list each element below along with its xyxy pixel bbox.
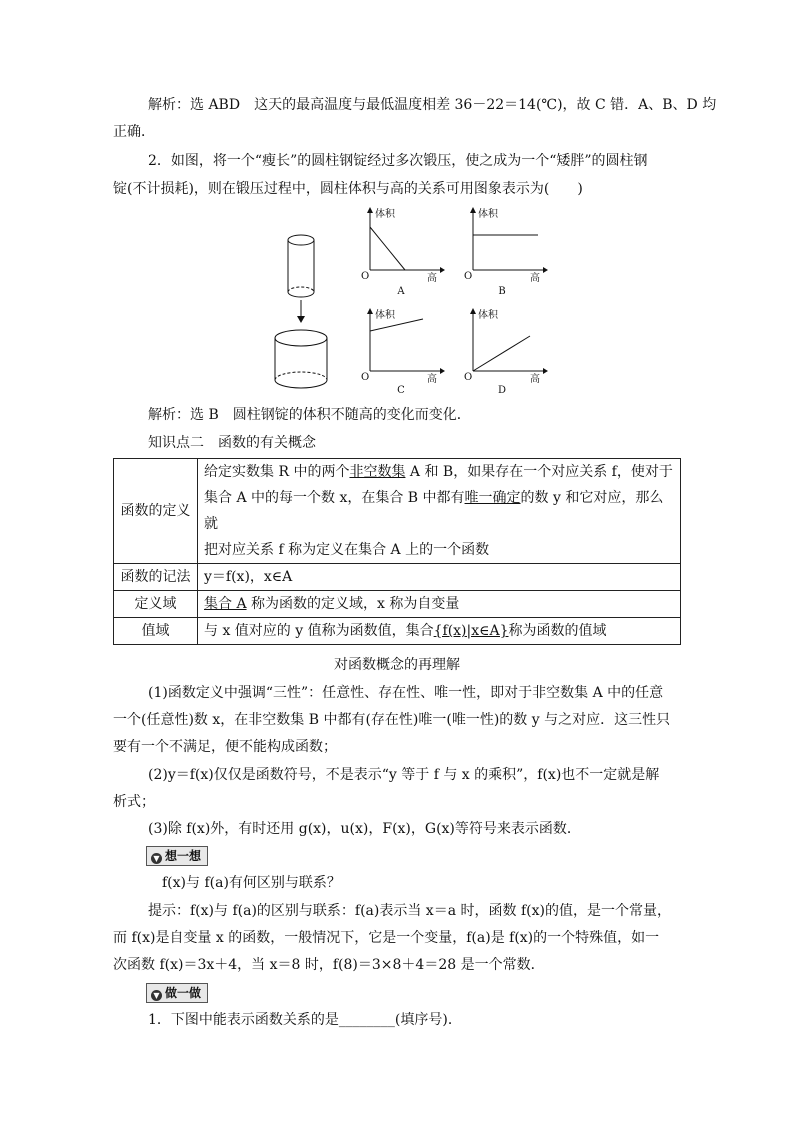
doit-tag: ▼ 做一做 (146, 983, 208, 1003)
row-key-notation: 函数的记法 (114, 564, 198, 591)
graph-c-ylabel: 体积 (375, 310, 395, 321)
caption-b: B (498, 286, 506, 297)
graph-a-xlabel: 高 (427, 273, 437, 283)
row-key-domain: 定义域 (114, 591, 198, 618)
graph-c-origin: O (361, 372, 370, 383)
graph-c-xlabel: 高 (427, 374, 437, 384)
think-question: f(x)与 f(a)有何区别与联系？ (162, 875, 341, 891)
graph-d (458, 306, 548, 384)
graph-a-ylabel: 体积 (375, 209, 395, 220)
graph-a-origin: O (361, 271, 370, 282)
row-value-domain: 集合 A 称为函数的定义域，x 称为自变量 (198, 591, 681, 618)
section-title: 对函数概念的再理解 (334, 657, 460, 673)
graph-d-origin: O (464, 372, 473, 383)
table-row (114, 591, 681, 618)
chevron-down-icon: ▼ (151, 990, 162, 1001)
chevron-down-icon: ▼ (151, 853, 162, 864)
graph-b-origin: O (464, 271, 473, 282)
graph-d-ylabel: 体积 (478, 310, 498, 321)
think-answer-line-3: 次函数 f(x)＝3x＋4，当 x＝8 时，f(8)＝3×8＋4＝28 是一个常数． (113, 957, 545, 973)
caption-d: D (497, 385, 507, 396)
table-row (114, 564, 681, 591)
doit-question: 1．下图中能表示函数关系的是________(填序号)． (148, 1012, 462, 1028)
think-answer-line-1: 提示：f(x)与 f(a)的区别与联系：f(a)表示当 x＝a 时，函数 f(x)的值，是一个常量， (148, 903, 671, 919)
graph-a (355, 205, 445, 283)
para-1-line-2: 一个(任意性)数 x，在非空数集 B 中都有(存在性)唯一(唯一性)的数 y 与之对应．这三性只 (113, 712, 671, 728)
caption-c: C (397, 385, 405, 396)
solution-line-1: 解析：选 ABD 这天的最高温度与最低温度相差 36－22＝14(℃)，故 C 错．A、B、D 均 (148, 97, 717, 113)
graph-d-xlabel: 高 (530, 374, 540, 384)
function-concept-table (113, 458, 681, 645)
question-2-line-1: 2．如图，将一个“瘦长”的圆柱钢锭经过多次锻压，使之成为一个“矮胖”的圆柱钢 (148, 153, 648, 169)
para-3: (3)除 f(x)外，有时还用 g(x)，u(x)，F(x)，G(x)等符号来表示函数． (148, 821, 581, 837)
graph-b (458, 205, 548, 283)
graph-b-xlabel: 高 (530, 273, 540, 283)
solution-line-2: 正确． (113, 124, 155, 140)
cylinder-svg (270, 228, 332, 398)
solution-2: 解析：选 B 圆柱钢锭的体积不随高的变化而变化． (148, 407, 471, 423)
knowledge-point-heading: 知识点二 函数的有关概念 (148, 435, 316, 451)
row-value-notation: y＝f(x)，x∈A (198, 564, 681, 591)
think-tag: ▼ 想一想 (146, 846, 208, 866)
row-key-range: 值域 (114, 618, 198, 645)
para-2-line-2: 析式； (113, 794, 155, 810)
think-answer-line-2: 而 f(x)是自变量 x 的函数，一般情况下，它是一个变量，f(a)是 f(x)的一个特殊值，如一 (113, 930, 660, 946)
table-row (114, 618, 681, 645)
graph-c (355, 306, 445, 384)
para-1-line-3: 要有一个不满足，便不能构成函数； (113, 739, 337, 755)
row-value-definition: 给定实数集 R 中的两个非空数集 A 和 B，如果存在一个对应关系 f，使对于 集合 A 中的每一个数 x，在集合 B 中都有唯一确定的数 y 和它对应，那么就 把对应关系 f 称为定义在集合 A 上的一个函数 (198, 459, 681, 564)
cylinder-illustration (270, 228, 332, 398)
graph-b-ylabel: 体积 (478, 209, 498, 220)
caption-a: A (397, 286, 405, 297)
row-value-range: 与 x 值对应的 y 值称为函数值，集合{f(x)|x∈A}称为函数的值域 (198, 618, 681, 645)
para-2-line-1: (2)y＝f(x)仅仅是函数符号，不是表示“y 等于 f 与 x 的乘积”，f(x)也不一定就是解 (148, 767, 660, 783)
para-1-line-1: (1)函数定义中强调“三性”：任意性、存在性、唯一性，即对于非空数集 A 中的任意 (148, 685, 664, 701)
row-key-definition: 函数的定义 (114, 459, 198, 564)
question-2-line-2: 锭(不计损耗)，则在锻压过程中，圆柱体积与高的关系可用图象表示为( ) (113, 181, 583, 197)
table-row (114, 459, 681, 564)
